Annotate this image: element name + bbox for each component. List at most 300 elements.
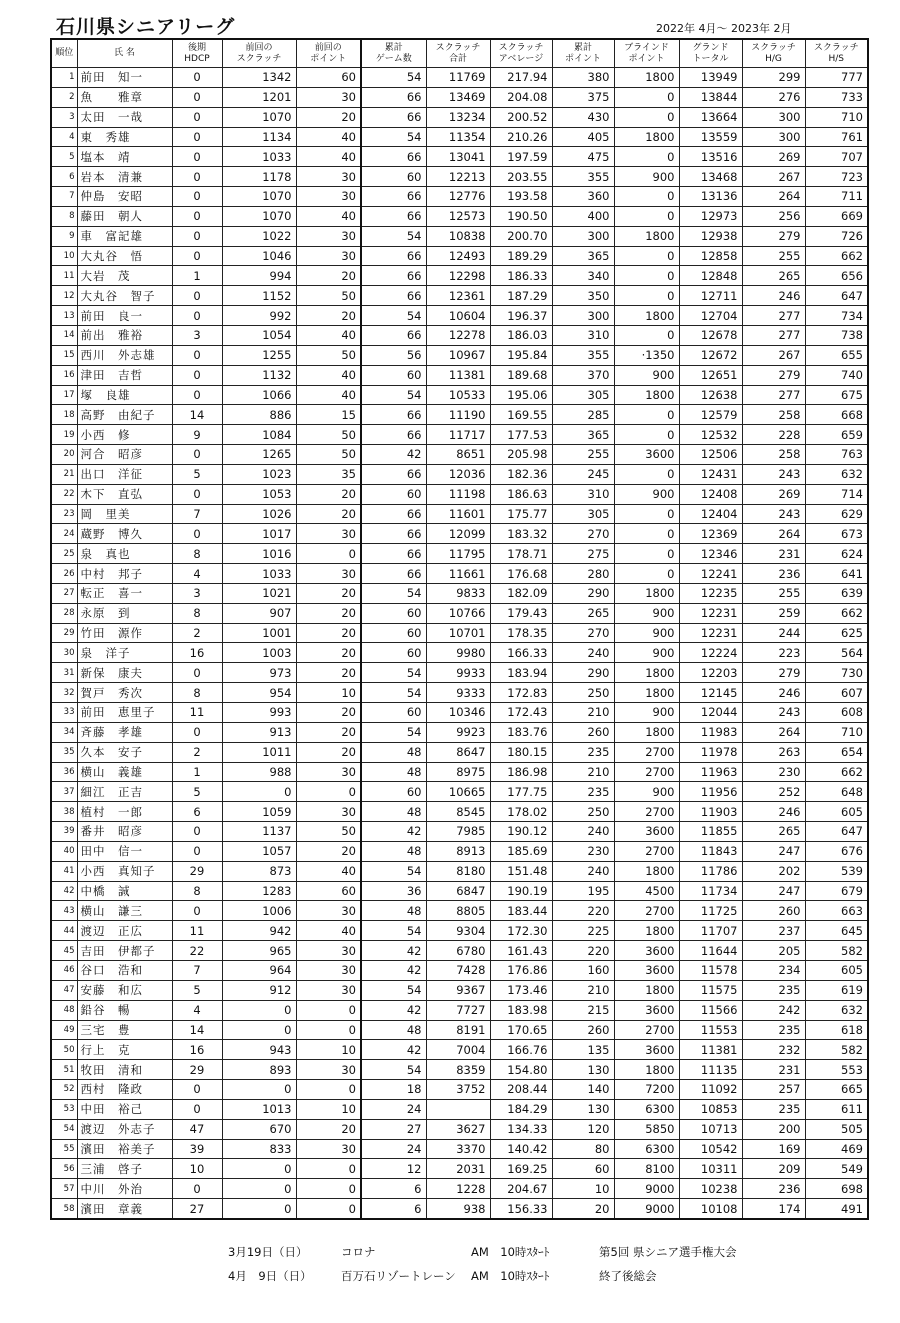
- table-cell: 260: [552, 1020, 614, 1040]
- player-name-cell: 前田 知一: [77, 68, 172, 88]
- player-name-cell: 河合 昭彦: [77, 445, 172, 465]
- table-cell: 8: [172, 683, 222, 703]
- rank-cell: 30: [51, 643, 77, 663]
- table-cell: 60: [296, 68, 361, 88]
- table-cell: 365: [552, 246, 614, 266]
- table-cell: 60: [361, 484, 426, 504]
- table-cell: 20: [296, 603, 361, 623]
- schedule-cell: コロナ: [341, 1245, 376, 1259]
- rank-cell: 2: [51, 87, 77, 107]
- table-cell: 5850: [614, 1119, 679, 1139]
- table-cell: 0: [614, 286, 679, 306]
- table-cell: 375: [552, 87, 614, 107]
- table-cell: 202: [742, 861, 805, 881]
- table-row: [51, 603, 868, 623]
- table-cell: 3600: [614, 941, 679, 961]
- player-name-cell: 高野 由紀子: [77, 405, 172, 425]
- table-cell: 9333: [426, 683, 490, 703]
- table-cell: 355: [552, 167, 614, 187]
- table-cell: 210: [552, 762, 614, 782]
- table-cell: 9000: [614, 1199, 679, 1219]
- table-cell: 66: [361, 504, 426, 524]
- table-row: [51, 226, 868, 246]
- table-cell: 40: [296, 385, 361, 405]
- table-body: [51, 68, 868, 1219]
- table-cell: 0: [172, 1099, 222, 1119]
- rank-cell: 5: [51, 147, 77, 167]
- table-cell: 130: [552, 1060, 614, 1080]
- table-cell: 1283: [222, 881, 296, 901]
- table-cell: 3600: [614, 445, 679, 465]
- table-cell: 1016: [222, 544, 296, 564]
- rank-cell: 43: [51, 901, 77, 921]
- table-cell: 30: [296, 980, 361, 1000]
- table-cell: 66: [361, 246, 426, 266]
- table-cell: 1255: [222, 345, 296, 365]
- table-cell: 11092: [679, 1080, 742, 1100]
- table-cell: 42: [361, 960, 426, 980]
- table-cell: 714: [805, 484, 868, 504]
- table-cell: 675: [805, 385, 868, 405]
- table-cell: 400: [552, 206, 614, 226]
- table-cell: 12672: [679, 345, 742, 365]
- table-cell: 276: [742, 87, 805, 107]
- table-cell: 252: [742, 782, 805, 802]
- table-cell: 8: [172, 544, 222, 564]
- table-cell: 0: [222, 1080, 296, 1100]
- table-cell: 16: [172, 643, 222, 663]
- table-cell: 0: [172, 345, 222, 365]
- table-cell: 12848: [679, 266, 742, 286]
- table-row: [51, 1040, 868, 1060]
- table-cell: 60: [361, 703, 426, 723]
- table-cell: 10108: [679, 1199, 742, 1219]
- table-cell: 29: [172, 861, 222, 881]
- player-name-cell: 西村 隆政: [77, 1080, 172, 1100]
- table-cell: 13664: [679, 107, 742, 127]
- table-cell: 7: [172, 960, 222, 980]
- table-cell: 215: [552, 1000, 614, 1020]
- table-cell: 250: [552, 802, 614, 822]
- schedule-notes: [228, 1240, 759, 1288]
- table-cell: 209: [742, 1159, 805, 1179]
- table-cell: 11135: [679, 1060, 742, 1080]
- table-row: [51, 663, 868, 683]
- table-cell: 9923: [426, 722, 490, 742]
- table-cell: 264: [742, 722, 805, 742]
- table-cell: 8647: [426, 742, 490, 762]
- rank-cell: 29: [51, 623, 77, 643]
- table-cell: 938: [426, 1199, 490, 1219]
- table-cell: 12346: [679, 544, 742, 564]
- rank-cell: 23: [51, 504, 77, 524]
- player-name-cell: 転正 喜一: [77, 583, 172, 603]
- rank-cell: 46: [51, 960, 77, 980]
- table-row: [51, 365, 868, 385]
- table-cell: 10: [552, 1179, 614, 1199]
- table-cell: 161.43: [490, 941, 552, 961]
- rank-cell: 57: [51, 1179, 77, 1199]
- table-cell: 12973: [679, 206, 742, 226]
- table-cell: 183.44: [490, 901, 552, 921]
- rank-cell: 21: [51, 464, 77, 484]
- table-cell: 247: [742, 881, 805, 901]
- table-cell: 10533: [426, 385, 490, 405]
- player-name-cell: 泉 真也: [77, 544, 172, 564]
- table-cell: 20: [296, 504, 361, 524]
- table-cell: 0: [296, 1020, 361, 1040]
- table-row: [51, 742, 868, 762]
- table-cell: 40: [296, 325, 361, 345]
- table-cell: 582: [805, 1040, 868, 1060]
- table-cell: 255: [552, 445, 614, 465]
- table-cell: 2700: [614, 762, 679, 782]
- table-cell: 269: [742, 484, 805, 504]
- table-cell: 20: [296, 663, 361, 683]
- header-row: [51, 39, 868, 68]
- rank-cell: 27: [51, 583, 77, 603]
- table-cell: 665: [805, 1080, 868, 1100]
- table-cell: 120: [552, 1119, 614, 1139]
- table-cell: 1033: [222, 147, 296, 167]
- table-row: [51, 643, 868, 663]
- table-cell: 7: [172, 504, 222, 524]
- table-cell: 12231: [679, 623, 742, 643]
- table-cell: 676: [805, 841, 868, 861]
- table-cell: 232: [742, 1040, 805, 1060]
- rank-cell: 44: [51, 921, 77, 941]
- player-name-cell: 岡 里美: [77, 504, 172, 524]
- table-cell: 13468: [679, 167, 742, 187]
- table-cell: 1137: [222, 822, 296, 842]
- table-cell: 647: [805, 286, 868, 306]
- table-cell: 1800: [614, 683, 679, 703]
- table-cell: 6300: [614, 1099, 679, 1119]
- column-header: 前回の スクラッチ: [222, 39, 296, 68]
- table-cell: 40: [296, 365, 361, 385]
- table-cell: 964: [222, 960, 296, 980]
- table-row: [51, 1060, 868, 1080]
- table-cell: 900: [614, 623, 679, 643]
- table-cell: 12638: [679, 385, 742, 405]
- table-cell: 0: [172, 663, 222, 683]
- table-cell: 1066: [222, 385, 296, 405]
- table-cell: 608: [805, 703, 868, 723]
- schedule-cell: AM 10時ｽﾀｰﾄ: [471, 1269, 550, 1283]
- table-cell: 54: [361, 68, 426, 88]
- table-cell: 277: [742, 385, 805, 405]
- table-cell: 236: [742, 564, 805, 584]
- table-cell: 1800: [614, 385, 679, 405]
- table-cell: 279: [742, 365, 805, 385]
- table-cell: 655: [805, 345, 868, 365]
- table-cell: 258: [742, 405, 805, 425]
- table-cell: 0: [172, 187, 222, 207]
- player-name-cell: 太田 一哉: [77, 107, 172, 127]
- table-cell: 738: [805, 325, 868, 345]
- table-cell: 761: [805, 127, 868, 147]
- table-cell: 1800: [614, 127, 679, 147]
- table-cell: 2700: [614, 841, 679, 861]
- table-cell: 235: [552, 742, 614, 762]
- table-row: [51, 802, 868, 822]
- player-name-cell: 永原 到: [77, 603, 172, 623]
- table-cell: 166.76: [490, 1040, 552, 1060]
- column-header: スクラッチ H/S: [805, 39, 868, 68]
- table-cell: 11575: [679, 980, 742, 1000]
- table-cell: 10766: [426, 603, 490, 623]
- table-cell: 9304: [426, 921, 490, 941]
- table-cell: 42: [361, 941, 426, 961]
- table-cell: 279: [742, 226, 805, 246]
- table-row: [51, 901, 868, 921]
- table-cell: 246: [742, 802, 805, 822]
- table-row: [51, 941, 868, 961]
- table-row: [51, 325, 868, 345]
- table-cell: 230: [552, 841, 614, 861]
- player-name-cell: 渡辺 外志子: [77, 1119, 172, 1139]
- table-cell: 50: [296, 822, 361, 842]
- rank-cell: 4: [51, 127, 77, 147]
- table-cell: 611: [805, 1099, 868, 1119]
- rank-cell: 52: [51, 1080, 77, 1100]
- schedule-row: [228, 1240, 759, 1264]
- table-cell: 7428: [426, 960, 490, 980]
- schedule-cell: 終了後総会: [599, 1269, 657, 1283]
- table-cell: 564: [805, 643, 868, 663]
- table-cell: 629: [805, 504, 868, 524]
- rank-cell: 40: [51, 841, 77, 861]
- table-cell: 66: [361, 107, 426, 127]
- table-cell: 187.29: [490, 286, 552, 306]
- player-name-cell: 小西 修: [77, 425, 172, 445]
- rank-cell: 10: [51, 246, 77, 266]
- table-cell: 12579: [679, 405, 742, 425]
- table-cell: 13136: [679, 187, 742, 207]
- table-cell: 20: [296, 306, 361, 326]
- table-cell: 639: [805, 583, 868, 603]
- table-cell: 169.55: [490, 405, 552, 425]
- table-cell: 30: [296, 246, 361, 266]
- rank-cell: 7: [51, 187, 77, 207]
- table-cell: 54: [361, 663, 426, 683]
- table-cell: 40: [296, 127, 361, 147]
- table-cell: 140.42: [490, 1139, 552, 1159]
- table-cell: 505: [805, 1119, 868, 1139]
- table-cell: 8913: [426, 841, 490, 861]
- table-cell: 172.83: [490, 683, 552, 703]
- table-cell: 12404: [679, 504, 742, 524]
- table-cell: 66: [361, 405, 426, 425]
- table-cell: 1800: [614, 226, 679, 246]
- table-cell: 1134: [222, 127, 296, 147]
- player-name-cell: 新保 康夫: [77, 663, 172, 683]
- table-cell: 10: [296, 683, 361, 703]
- table-cell: 54: [361, 226, 426, 246]
- schedule-cell: 第5回 県シニア選手権大会: [599, 1245, 737, 1259]
- player-name-cell: 大岩 茂: [77, 266, 172, 286]
- table-cell: 8191: [426, 1020, 490, 1040]
- table-cell: 140: [552, 1080, 614, 1100]
- table-cell: 0: [296, 1179, 361, 1199]
- table-cell: 183.32: [490, 524, 552, 544]
- table-cell: 12938: [679, 226, 742, 246]
- rank-cell: 32: [51, 683, 77, 703]
- table-cell: 1800: [614, 861, 679, 881]
- player-name-cell: 番井 昭彦: [77, 822, 172, 842]
- table-cell: 264: [742, 187, 805, 207]
- table-cell: 13041: [426, 147, 490, 167]
- rank-cell: 42: [51, 881, 77, 901]
- table-cell: 0: [614, 564, 679, 584]
- table-cell: 174: [742, 1199, 805, 1219]
- table-cell: 183.98: [490, 1000, 552, 1020]
- table-row: [51, 623, 868, 643]
- table-cell: 8: [172, 603, 222, 623]
- rank-cell: 58: [51, 1199, 77, 1219]
- player-name-cell: 中川 外治: [77, 1179, 172, 1199]
- table-row: [51, 206, 868, 226]
- table-cell: 12858: [679, 246, 742, 266]
- table-cell: 35: [296, 464, 361, 484]
- table-cell: 66: [361, 87, 426, 107]
- table-cell: 1054: [222, 325, 296, 345]
- table-cell: 662: [805, 246, 868, 266]
- table-row: [51, 246, 868, 266]
- table-row: [51, 1099, 868, 1119]
- table-cell: 893: [222, 1060, 296, 1080]
- table-cell: 305: [552, 504, 614, 524]
- player-name-cell: 竹田 源作: [77, 623, 172, 643]
- table-cell: 12573: [426, 206, 490, 226]
- table-cell: 11983: [679, 722, 742, 742]
- table-cell: 12213: [426, 167, 490, 187]
- table-cell: 300: [742, 107, 805, 127]
- table-cell: 0: [172, 246, 222, 266]
- period-label: 2022年 4月～ 2023年 2月: [656, 22, 792, 35]
- table-cell: 0: [172, 206, 222, 226]
- table-cell: 9367: [426, 980, 490, 1000]
- player-name-cell: 西川 外志雄: [77, 345, 172, 365]
- rank-cell: 12: [51, 286, 77, 306]
- table-cell: 632: [805, 1000, 868, 1020]
- player-name-cell: 大丸谷 悟: [77, 246, 172, 266]
- player-name-cell: 斉藤 孝雄: [77, 722, 172, 742]
- table-cell: 169.25: [490, 1159, 552, 1179]
- column-header: 順位: [51, 39, 77, 68]
- table-cell: 777: [805, 68, 868, 88]
- rank-cell: 18: [51, 405, 77, 425]
- table-cell: 66: [361, 464, 426, 484]
- table-cell: 16: [172, 1040, 222, 1060]
- rank-cell: 17: [51, 385, 77, 405]
- table-cell: 618: [805, 1020, 868, 1040]
- table-cell: 178.02: [490, 802, 552, 822]
- table-cell: 183.94: [490, 663, 552, 683]
- table-cell: 14: [172, 405, 222, 425]
- table-cell: 30: [296, 187, 361, 207]
- column-header: 氏 名: [77, 39, 172, 68]
- table-cell: 553: [805, 1060, 868, 1080]
- table-cell: 942: [222, 921, 296, 941]
- table-cell: 12361: [426, 286, 490, 306]
- table-cell: 265: [742, 266, 805, 286]
- table-cell: 299: [742, 68, 805, 88]
- table-cell: 10542: [679, 1139, 742, 1159]
- table-cell: 0: [614, 544, 679, 564]
- table-cell: 22: [172, 941, 222, 961]
- table-cell: 988: [222, 762, 296, 782]
- table-cell: 66: [361, 564, 426, 584]
- rank-cell: 8: [51, 206, 77, 226]
- table-cell: 60: [361, 167, 426, 187]
- table-cell: 11190: [426, 405, 490, 425]
- table-cell: 151.48: [490, 861, 552, 881]
- table-cell: 12224: [679, 643, 742, 663]
- player-name-cell: 渡辺 正広: [77, 921, 172, 941]
- table-header: [51, 39, 868, 68]
- table-cell: 189.29: [490, 246, 552, 266]
- table-cell: 10713: [679, 1119, 742, 1139]
- table-row: [51, 861, 868, 881]
- table-cell: 54: [361, 861, 426, 881]
- table-cell: 0: [172, 365, 222, 385]
- table-cell: 200.52: [490, 107, 552, 127]
- table-cell: 29: [172, 1060, 222, 1080]
- table-cell: 1013: [222, 1099, 296, 1119]
- table-cell: 1800: [614, 306, 679, 326]
- table-cell: 10838: [426, 226, 490, 246]
- table-cell: 3600: [614, 1040, 679, 1060]
- table-cell: 0: [296, 1080, 361, 1100]
- table-cell: 48: [361, 762, 426, 782]
- table-cell: 900: [614, 603, 679, 623]
- table-row: [51, 782, 868, 802]
- table-cell: 0: [172, 484, 222, 504]
- table-cell: 166.33: [490, 643, 552, 663]
- table-cell: 11381: [426, 365, 490, 385]
- table-cell: 242: [742, 1000, 805, 1020]
- table-cell: 607: [805, 683, 868, 703]
- player-name-cell: 牧田 清和: [77, 1060, 172, 1080]
- table-row: [51, 524, 868, 544]
- rank-cell: 13: [51, 306, 77, 326]
- table-cell: 0: [296, 1000, 361, 1020]
- table-cell: 730: [805, 663, 868, 683]
- table-cell: 20: [296, 722, 361, 742]
- table-cell: 1022: [222, 226, 296, 246]
- table-cell: 184.29: [490, 1099, 552, 1119]
- table-cell: 582: [805, 941, 868, 961]
- table-cell: 12: [361, 1159, 426, 1179]
- table-cell: 60: [552, 1159, 614, 1179]
- table-cell: 173.46: [490, 980, 552, 1000]
- table-cell: 185.69: [490, 841, 552, 861]
- table-cell: 7727: [426, 1000, 490, 1020]
- column-header: ブラインド ポイント: [614, 39, 679, 68]
- table-cell: 365: [552, 425, 614, 445]
- rank-cell: 24: [51, 524, 77, 544]
- table-cell: 12704: [679, 306, 742, 326]
- table-cell: 20: [296, 583, 361, 603]
- table-cell: 907: [222, 603, 296, 623]
- player-name-cell: 中橋 誠: [77, 881, 172, 901]
- table-cell: 1201: [222, 87, 296, 107]
- table-cell: 710: [805, 722, 868, 742]
- table-cell: 11: [172, 703, 222, 723]
- table-cell: 9833: [426, 583, 490, 603]
- table-row: [51, 1020, 868, 1040]
